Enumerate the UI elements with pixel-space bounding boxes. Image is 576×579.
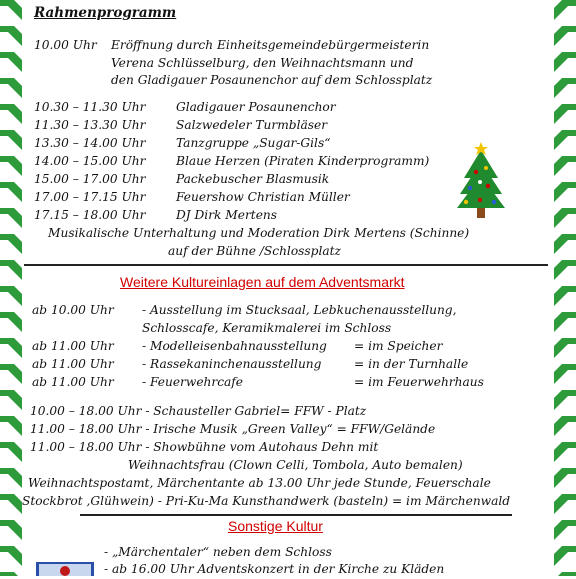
kultur-place: = in der Turnhalle	[354, 357, 469, 371]
opening-line: Verena Schlüsselburg, den Weihnachtsmann und	[111, 56, 414, 70]
right-decorative-border	[554, 0, 576, 576]
schedule-act: Tanzgruppe „Sugar-Gils“	[176, 136, 331, 150]
kultur-line: Weihnachtsfrau (Clown Celli, Tombola, Auto bemalen)	[128, 458, 463, 472]
kultur-line: 10.00 – 18.00 Uhr - Schausteller Gabriel= FFW - Platz	[30, 404, 367, 418]
section-divider	[24, 264, 548, 266]
kultur-line: 11.00 – 18.00 Uhr - Irische Musik „Green Valley“ = FFW/Gelände	[30, 422, 436, 436]
christmas-tree-icon	[456, 142, 506, 222]
kultur-time: ab 11.00 Uhr	[32, 339, 114, 353]
kultur-line: Weihnachtspostamt, Märchentante ab 13.00 Uhr jede Stunde, Feuerschale	[28, 476, 491, 490]
program-page	[24, 0, 552, 576]
music-line: auf der Bühne /Schlossplatz	[168, 244, 341, 258]
sonstige-line: - „Märchentaler“ neben dem Schloss	[104, 545, 332, 559]
schedule-time: 15.00 – 17.00 Uhr	[34, 172, 146, 186]
sonstige-heading: Sonstige Kultur	[228, 518, 323, 534]
schedule-act: Packebuscher Blasmusik	[176, 172, 330, 186]
decorative-picture	[36, 562, 94, 576]
kultur-heading: Weitere Kultureinlagen auf dem Adventsmarkt	[120, 274, 405, 290]
music-line: Musikalische Unterhaltung und Moderation Dirk Mertens (Schinne)	[48, 226, 470, 240]
kultur-text: Schlosscafe, Keramikmalerei im Schloss	[142, 321, 392, 335]
kultur-line: 11.00 – 18.00 Uhr - Showbühne vom Autohaus Dehn mit	[30, 440, 379, 454]
kultur-time: ab 11.00 Uhr	[32, 357, 114, 371]
schedule-act: DJ Dirk Mertens	[176, 208, 278, 222]
kultur-place: = im Speicher	[354, 339, 443, 353]
kultur-text: - Ausstellung im Stucksaal, Lebkuchenausstellung,	[142, 303, 457, 317]
kultur-text: - Modelleisenbahnausstellung	[142, 339, 327, 353]
left-decorative-border	[0, 0, 22, 576]
opening-time: 10.00 Uhr	[34, 38, 97, 52]
schedule-time: 17.00 – 17.15 Uhr	[34, 190, 146, 204]
kultur-text: - Feuerwehrcafe	[142, 375, 244, 389]
schedule-act: Salzwedeler Turmbläser	[176, 118, 328, 132]
kultur-text: - Rassekaninchenausstellung	[142, 357, 322, 371]
schedule-time: 10.30 – 11.30 Uhr	[34, 100, 146, 114]
kultur-time: ab 11.00 Uhr	[32, 375, 114, 389]
schedule-act: Blaue Herzen (Piraten Kinderprogramm)	[176, 154, 430, 168]
schedule-time: 14.00 – 15.00 Uhr	[34, 154, 146, 168]
schedule-time: 11.30 – 13.30 Uhr	[34, 118, 146, 132]
kultur-time: ab 10.00 Uhr	[32, 303, 114, 317]
schedule-time: 17.15 – 18.00 Uhr	[34, 208, 146, 222]
schedule-act: Feuershow Christian Müller	[176, 190, 350, 204]
rahmenprogramm-heading: Rahmenprogramm	[34, 5, 177, 21]
schedule-time: 13.30 – 14.00 Uhr	[34, 136, 146, 150]
opening-line: Eröffnung durch Einheitsgemeindebürgermeisterin	[111, 38, 430, 52]
schedule-act: Gladigauer Posaunenchor	[176, 100, 336, 114]
kultur-place: = im Feuerwehrhaus	[354, 375, 484, 389]
sonstige-line: - ab 16.00 Uhr Adventskonzert in der Kirche zu Kläden	[104, 562, 445, 576]
section-divider	[80, 514, 512, 516]
kultur-line: Stockbrot ,Glühwein) - Pri-Ku-Ma Kunsthandwerk (basteln) = im Märchenwald	[22, 494, 511, 508]
opening-line: den Gladigauer Posaunenchor auf dem Schlossplatz	[111, 73, 433, 87]
